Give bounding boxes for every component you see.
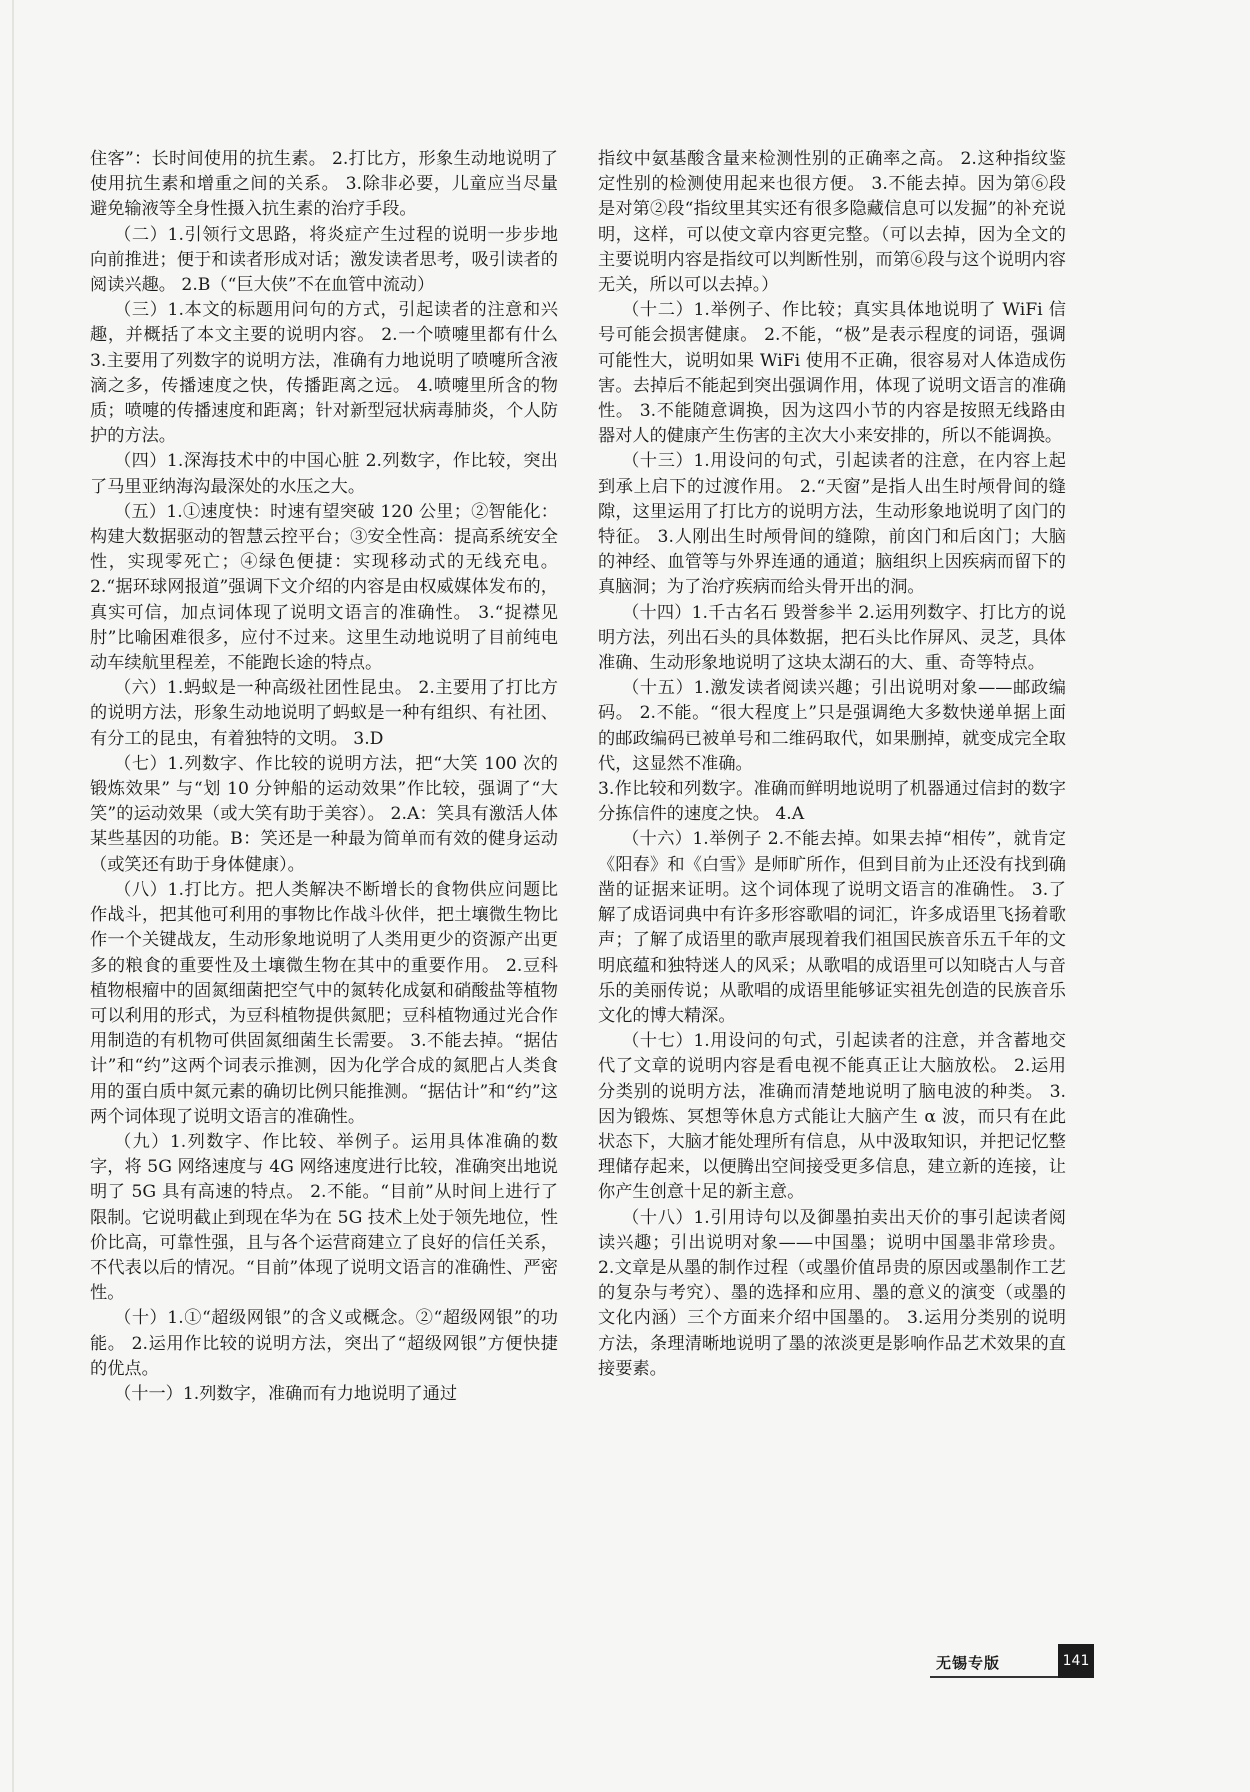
answer-paragraph: 指纹中氨基酸含量来检测性别的正确率之高。 2.这种指纹鉴定性别的检测使用起来也很方便。 3.不能去掉。因为第⑥段是对第②段“指纹里其实还有很多隐藏信息可以发掘”的补充说明，这样，可以使文章内容更完整。（可以去掉，因为全文的主要说明内容是指纹可以判断性别，而第⑥段与这个说明内容无关，所以可以去掉。） — [598, 149, 1066, 296]
answer-paragraph: （二）1.引领行文思路，将炎症产生过程的说明一步步地向前推进；便于和读者形成对话；激发读者思考，吸引读者的阅读兴趣。 2.B（“巨大侠”不在血管中流动） — [90, 224, 558, 296]
left-column — [90, 147, 558, 1407]
right-column — [598, 147, 1066, 1382]
edition-label: 无锡专版 — [936, 1654, 1001, 1672]
answer-paragraph: （十二）1.举例子、作比较；真实具体地说明了 WiFi 信号可能会损害健康。 2.不能，“极”是表示程度的词语，强调可能性大，说明如果 WiFi 使用不正确，很容易对人体造成伤害。去掉后不能起到突出强调作用，体现了说明文语言的准确性。 3.不能随意调换，因为这四小节的内容是按照无线路由器对人的健康产生伤害的主次大小来安排的，所以不能调换。 — [598, 300, 1066, 447]
answer-paragraph: （十五）1.激发读者阅读兴趣；引出说明对象——邮政编码。 2.不能。“很大程度上”只是强调绝大多数快递单据上面的邮政编码已被单号和二维码取代，如果删掉，就变成完全取代，这显然不准确。 — [598, 678, 1066, 774]
answer-paragraph: （六）1.蚂蚁是一种高级社团性昆虫。 2.主要用了打比方的说明方法，形象生动地说明了蚂蚁是一种有组织、有社团、有分工的昆虫，有着独特的文明。 3.D — [90, 678, 558, 749]
answer-paragraph: （三）1.本文的标题用问句的方式，引起读者的注意和兴趣，并概括了本文主要的说明内容。 2.一个喷嚏里都有什么 3.主要用了列数字的说明方法，准确有力地说明了喷嚏所含液滴之多，传播速度之快，传播距离之远。 4.喷嚏里所含的物质；喷嚏的传播速度和距离；针对新型冠状病毒肺炎，个人防护的方法。 — [90, 300, 558, 447]
answer-paragraph: （十）1.①“超级网银”的含义或概念。②“超级网银”的功能。 2.运用作比较的说明方法，突出了“超级网银”方便快捷的优点。 — [90, 1308, 558, 1379]
answer-paragraph: （九）1.列数字、作比较、举例子。运用具体准确的数字，将 5G 网络速度与 4G 网络速度进行比较，准确突出地说明了 5G 具有高速的特点。 2.不能。“目前”从时间上进行了限制。它说明截止到现在华为在 5G 技术上处于领先地位，性价比高，可靠性强，且与各个运营商建立了良好的信任关系，不代表以后的情况。“目前”体现了说明文语言的准确性、严密性。 — [90, 1131, 558, 1304]
page-margin-line — [12, 0, 14, 1792]
answer-paragraph: 住客”：长时间使用的抗生素。 2.打比方，形象生动地说明了使用抗生素和增重之间的关系。 3.除非必要，儿童应当尽量避免输液等全身性摄入抗生素的治疗手段。 — [90, 149, 558, 220]
answer-paragraph: （十四）1.千古名石 毁誉参半 2.运用列数字、打比方的说明方法，列出石头的具体数据，把石头比作屏风、灵芝，具体准确、生动形象地说明了这块太湖石的大、重、奇等特点。 — [598, 602, 1066, 674]
footer-rule — [930, 1676, 1058, 1678]
answer-paragraph: （十三）1.用设问的句式，引起读者的注意，在内容上起到承上启下的过渡作用。 2.“天窗”是指人出生时颅骨间的缝隙，这里运用了打比方的说明方法，生动形象地说明了囟门的特征。 3.人刚出生时颅骨间的缝隙，前囟门和后囟门；大脑的神经、血管等与外界连通的通道；脑组织上因疾病而留下的真脑洞；为了治疗疾病而给头骨开出的洞。 — [598, 451, 1066, 598]
answer-paragraph: 3.作比较和列数字。准确而鲜明地说明了机器通过信封的数字分拣信件的速度之快。 4.A — [598, 779, 1066, 825]
answer-paragraph: （八）1.打比方。把人类解决不断增长的食物供应问题比作战斗，把其他可利用的事物比作战斗伙伴，把土壤微生物比作一个关键战友，生动形象地说明了人类用更少的资源产出更多的粮食的重要性及土壤微生物在其中的重要作用。 2.豆科植物根瘤中的固氮细菌把空气中的氮转化成氨和硝酸盐等植物可以利用的形式，为豆科植物提供氮肥；豆科植物通过光合作用制造的有机物可供固氮细菌生长需要。 3.不能去掉。“据估计”和“约”这两个词表示推测，因为化学合成的氮肥占人类食用的蛋白质中氮元素的确切比例只能推测。“据估计”和“约”这两个词体现了说明文语言的准确性。 — [90, 879, 558, 1127]
page-number: 141 — [1058, 1644, 1094, 1678]
answer-paragraph: （十七）1.用设问的句式，引起读者的注意，并含蓄地交代了文章的说明内容是看电视不能真正让大脑放松。 2.运用分类别的说明方法，准确而清楚地说明了脑电波的种类。 3.因为锻炼、冥想等休息方式能让大脑产生 α 波，而只有在此状态下，大脑才能处理所有信息，从中汲取知识，并把记忆整理储存起来，以便腾出空间接受更多信息，建立新的连接，让你产生创意十足的新主意。 — [598, 1031, 1066, 1203]
answer-paragraph: （四）1.深海技术中的中国心脏 2.列数字，作比较，突出了马里亚纳海沟最深处的水压之大。 — [90, 451, 558, 497]
answer-paragraph: （十八）1.引用诗句以及御墨拍卖出天价的事引起读者阅读兴趣；引出说明对象——中国墨；说明中国墨非常珍贵。 2.文章是从墨的制作过程（或墨价值昂贵的原因或墨制作工艺的复杂与考究）、墨的选择和应用、墨的意义的演变（或墨的文化内涵）三个方面来介绍中国墨的。 3.运用分类别的说明方法，条理清晰地说明了墨的浓淡更是影响作品艺术效果的直接要素。 — [598, 1207, 1066, 1379]
answer-paragraph: （七）1.列数字、作比较的说明方法，把“大笑 100 次的锻炼效果” 与“划 10 分钟船的运动效果”作比较，强调了“大笑”的运动效果（或大笑有助于美容）。 2.A：笑具有激活人体某些基因的功能。B：笑还是一种最为简单而有效的健身运动（或笑还有助于身体健康）。 — [90, 753, 558, 875]
answer-paragraph: （十一）1.列数字，准确而有力地说明了通过 — [114, 1383, 458, 1404]
answer-paragraph: （五）1.①速度快：时速有望突破 120 公里；②智能化：构建大数据驱动的智慧云控平台；③安全性高：提高系统安全性，实现零死亡；④绿色便捷：实现移动式的无线充电。 2.“据环球网报道”强调下文介绍的内容是由权威媒体发布的，真实可信，加点词体现了说明文语言的准确性。 3.“捉襟见肘”比喻困难很多，应付不过来。这里生动地说明了目前纯电动车续航里程差，不能跑长途的特点。 — [90, 501, 558, 674]
answer-paragraph: （十六）1.举例子 2.不能去掉。如果去掉“相传”，就肯定《阳春》和《白雪》是师旷所作，但到目前为止还没有找到确凿的证据来证明。这个词体现了说明文语言的准确性。 3.了解了成语词典中有许多形容歌唱的词汇，许多成语里飞扬着歌声；了解了成语里的歌声展现着我们祖国民族音乐五千年的文明底蕴和独特迷人的风采；从歌唱的成语里可以知晓古人与音乐的美丽传说；从歌唱的成语里能够证实祖先创造的民族音乐文化的博大精深。 — [598, 829, 1066, 1026]
